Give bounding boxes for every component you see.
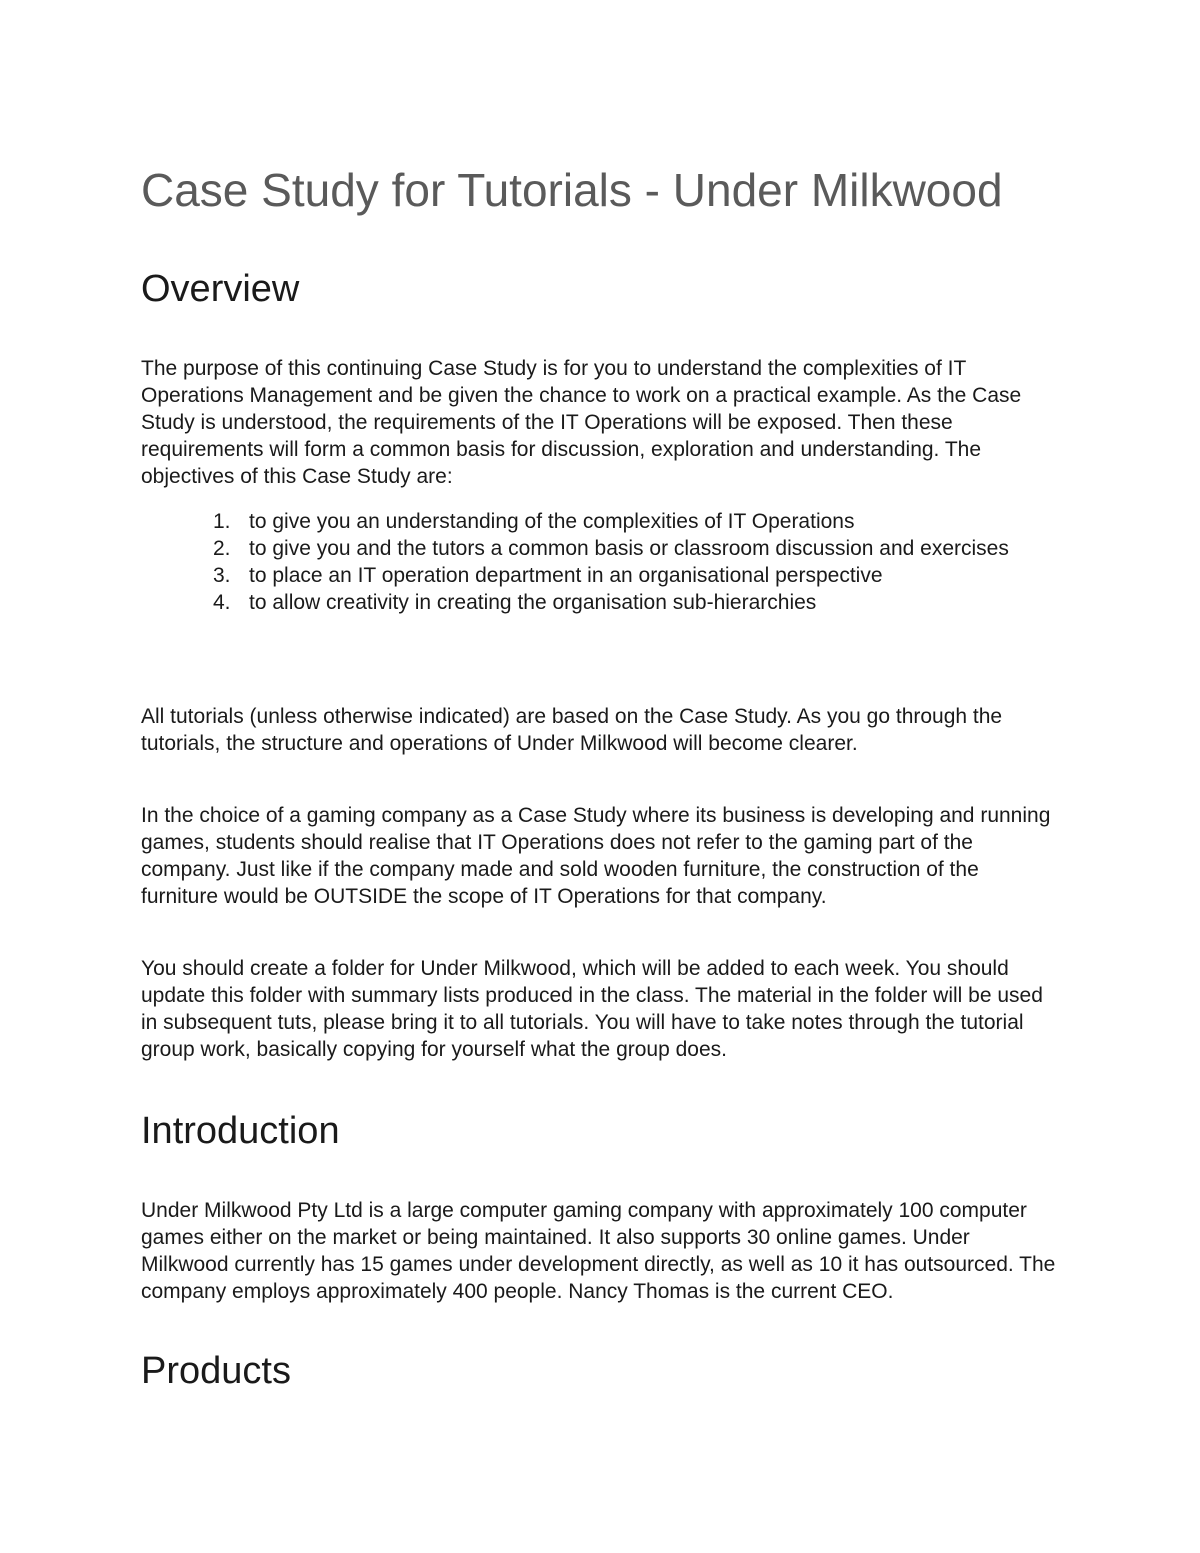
overview-paragraph-4: You should create a folder for Under Milkwood, which will be added to each week. You should update this folder with summary lists produced in the class. The material in the folder will be used in subsequent tuts, please bring it to all tutorials. You will have to take notes through the tutorial group work, basically copying for yourself what the group does. — [141, 957, 1043, 1061]
list-item-number: 4. — [213, 591, 231, 614]
list-item-text: to allow creativity in creating the organisation sub-hierarchies — [249, 591, 817, 614]
introduction-paragraph: Under Milkwood Pty Ltd is a large computer gaming company with approximately 100 computer games either on the market or being maintained. It also supports 30 online games. Under Milkwood currently has 15 games under development directly, as well as 10 it has outsourced. The company employs approximately 400 people. Nancy Thomas is the current CEO. — [141, 1199, 1056, 1303]
introduction-heading: Introduction — [141, 1110, 340, 1152]
objectives-list — [213, 508, 1033, 616]
list-item-number: 3. — [213, 564, 231, 587]
list-item — [213, 589, 1033, 616]
list-item-number: 2. — [213, 537, 231, 560]
list-item — [213, 535, 1033, 562]
overview-paragraph-3: In the choice of a gaming company as a Case Study where its business is developing and running games, students should realise that IT Operations does not refer to the gaming part of the company. Just like if the company made and sold wooden furniture, the construction of the furniture would be OUTSIDE the scope of IT Operations for that company. — [141, 804, 1051, 908]
list-item-text: to give you an understanding of the complexities of IT Operations — [249, 510, 855, 533]
document-title: Case Study for Tutorials - Under Milkwood — [141, 164, 1003, 216]
list-item-text: to give you and the tutors a common basis or classroom discussion and exercises — [249, 537, 1009, 560]
overview-heading: Overview — [141, 268, 300, 310]
list-item — [213, 508, 1033, 535]
overview-intro-paragraph: The purpose of this continuing Case Study is for you to understand the complexities of IT Operations Management and be given the chance to work on a practical example. As the Case Study is understood, the requirements of the IT Operations will be exposed. Then these requirements will form a common basis for discussion, exploration and understanding. The objectives of this Case Study are: — [141, 357, 1022, 488]
list-item-number: 1. — [213, 510, 231, 533]
list-item-text: to place an IT operation department in an organisational perspective — [249, 564, 883, 587]
products-heading: Products — [141, 1350, 291, 1392]
overview-paragraph-2: All tutorials (unless otherwise indicated) are based on the Case Study. As you go through the tutorials, the structure and operations of Under Milkwood will become clearer. — [141, 705, 1003, 755]
list-item — [213, 562, 1033, 589]
